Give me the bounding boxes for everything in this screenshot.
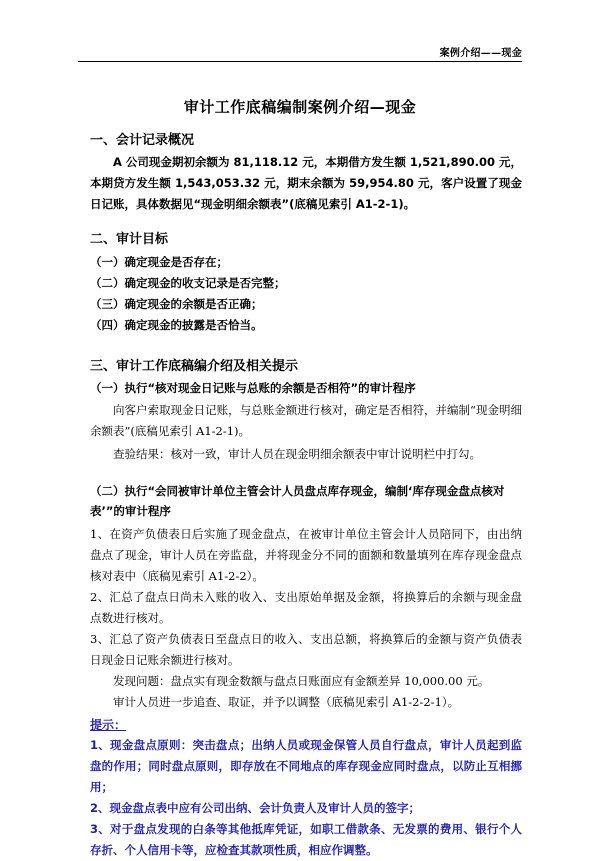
document-title: 审计工作底稿编制案例介绍—现金	[183, 98, 417, 116]
subsection-2-step-3: 3、汇总了资产负债表日至盘点日的收入、支出总额，将换算后的金额与资产负债表日现金日记账余额进行核对。	[90, 632, 522, 667]
objective-item: （三）确定现金的余额是否正确；	[90, 297, 263, 311]
subsection-1-heading: （一）执行“核对现金日记账与总账的余额是否相符”的审计程序	[90, 381, 416, 395]
section-1-heading: 一、会计记录概况	[90, 133, 195, 148]
tip-item: 2、现金盘点表中应有公司出纳、会计负责人及审计人员的签字；	[90, 801, 420, 815]
objective-item: （二）确定现金的收支记录是否完整；	[90, 276, 286, 290]
section-2-heading: 二、审计目标	[90, 232, 169, 247]
tips-label: 提示：	[90, 718, 127, 732]
subsection-1-result: 查验结果：核对一致，审计人员在现金明细余额表中审计说明栏中打勾。	[113, 447, 481, 461]
section-1-paragraph: A 公司现金期初余额为 81,118.12 元，本期借方发生额 1,521,890.00 元，本期贷方发生额 1,543,053.32 元，期末余额为 59,954.80 元，客户设置了现金日记账，具体数据见“现金明细余额表”(底稿见索引 A1-2-1)。	[90, 155, 522, 211]
objectives-list	[90, 252, 522, 336]
subsection-2-finding: 发现问题：盘点实有现金数额与盘点日账面应有金额差异 10,000.00 元。	[113, 674, 490, 688]
tip-item: 3、对于盘点发现的白条等其他抵库凭证，如职工借款条、无发票的费用、银行个人存折、个人信用卡等，应检查其款项性质，相应作调整。	[90, 822, 522, 857]
running-header: 案例介绍——现金	[439, 48, 522, 59]
header-rule	[78, 61, 522, 62]
objective-item: （一）确定现金是否存在；	[90, 255, 228, 269]
objective-item: （四）确定现金的披露是否恰当。	[90, 318, 263, 332]
subsection-1-paragraph: 向客户索取现金日记账，与总账金额进行核对，确定是否相符，并编制“现金明细余额表”(底稿见索引 A1-2-1)。	[90, 403, 522, 438]
subsection-2-step-1: 1、在资产负债表日后实施了现金盘点，在被审计单位主管会计人员陪同下，由出纳盘点了现金，审计人员在旁监盘，并将现金分不同的面额和数量填列在库存现金盘点核对表中（底稿见索引 A1-2-2）。	[90, 527, 522, 583]
subsection-2-step-2: 2、汇总了盘点日尚未入账的收入、支出原始单据及金额，将换算后的余额与现金盘点数进行核对。	[90, 590, 522, 625]
subsection-2-heading: （二）执行“会同被审计单位主管会计人员盘点库存现金，编制‘库存现金盘点核对表’”的审计程序	[90, 484, 505, 518]
tip-item: 1、现金盘点原则：突击盘点；出纳人员或现金保管人员自行盘点，审计人员起到监盘的作用；同时盘点原则，即存放在不同地点的库存现金应同时盘点，以防止互相挪用；	[90, 738, 522, 794]
subsection-2-adjustment: 审计人员进一步追查、取证，并予以调整（底稿见索引 A1-2-2-1）。	[113, 695, 460, 709]
section-3-heading: 三、审计工作底稿编介绍及相关提示	[90, 359, 299, 374]
document-body	[90, 128, 522, 861]
